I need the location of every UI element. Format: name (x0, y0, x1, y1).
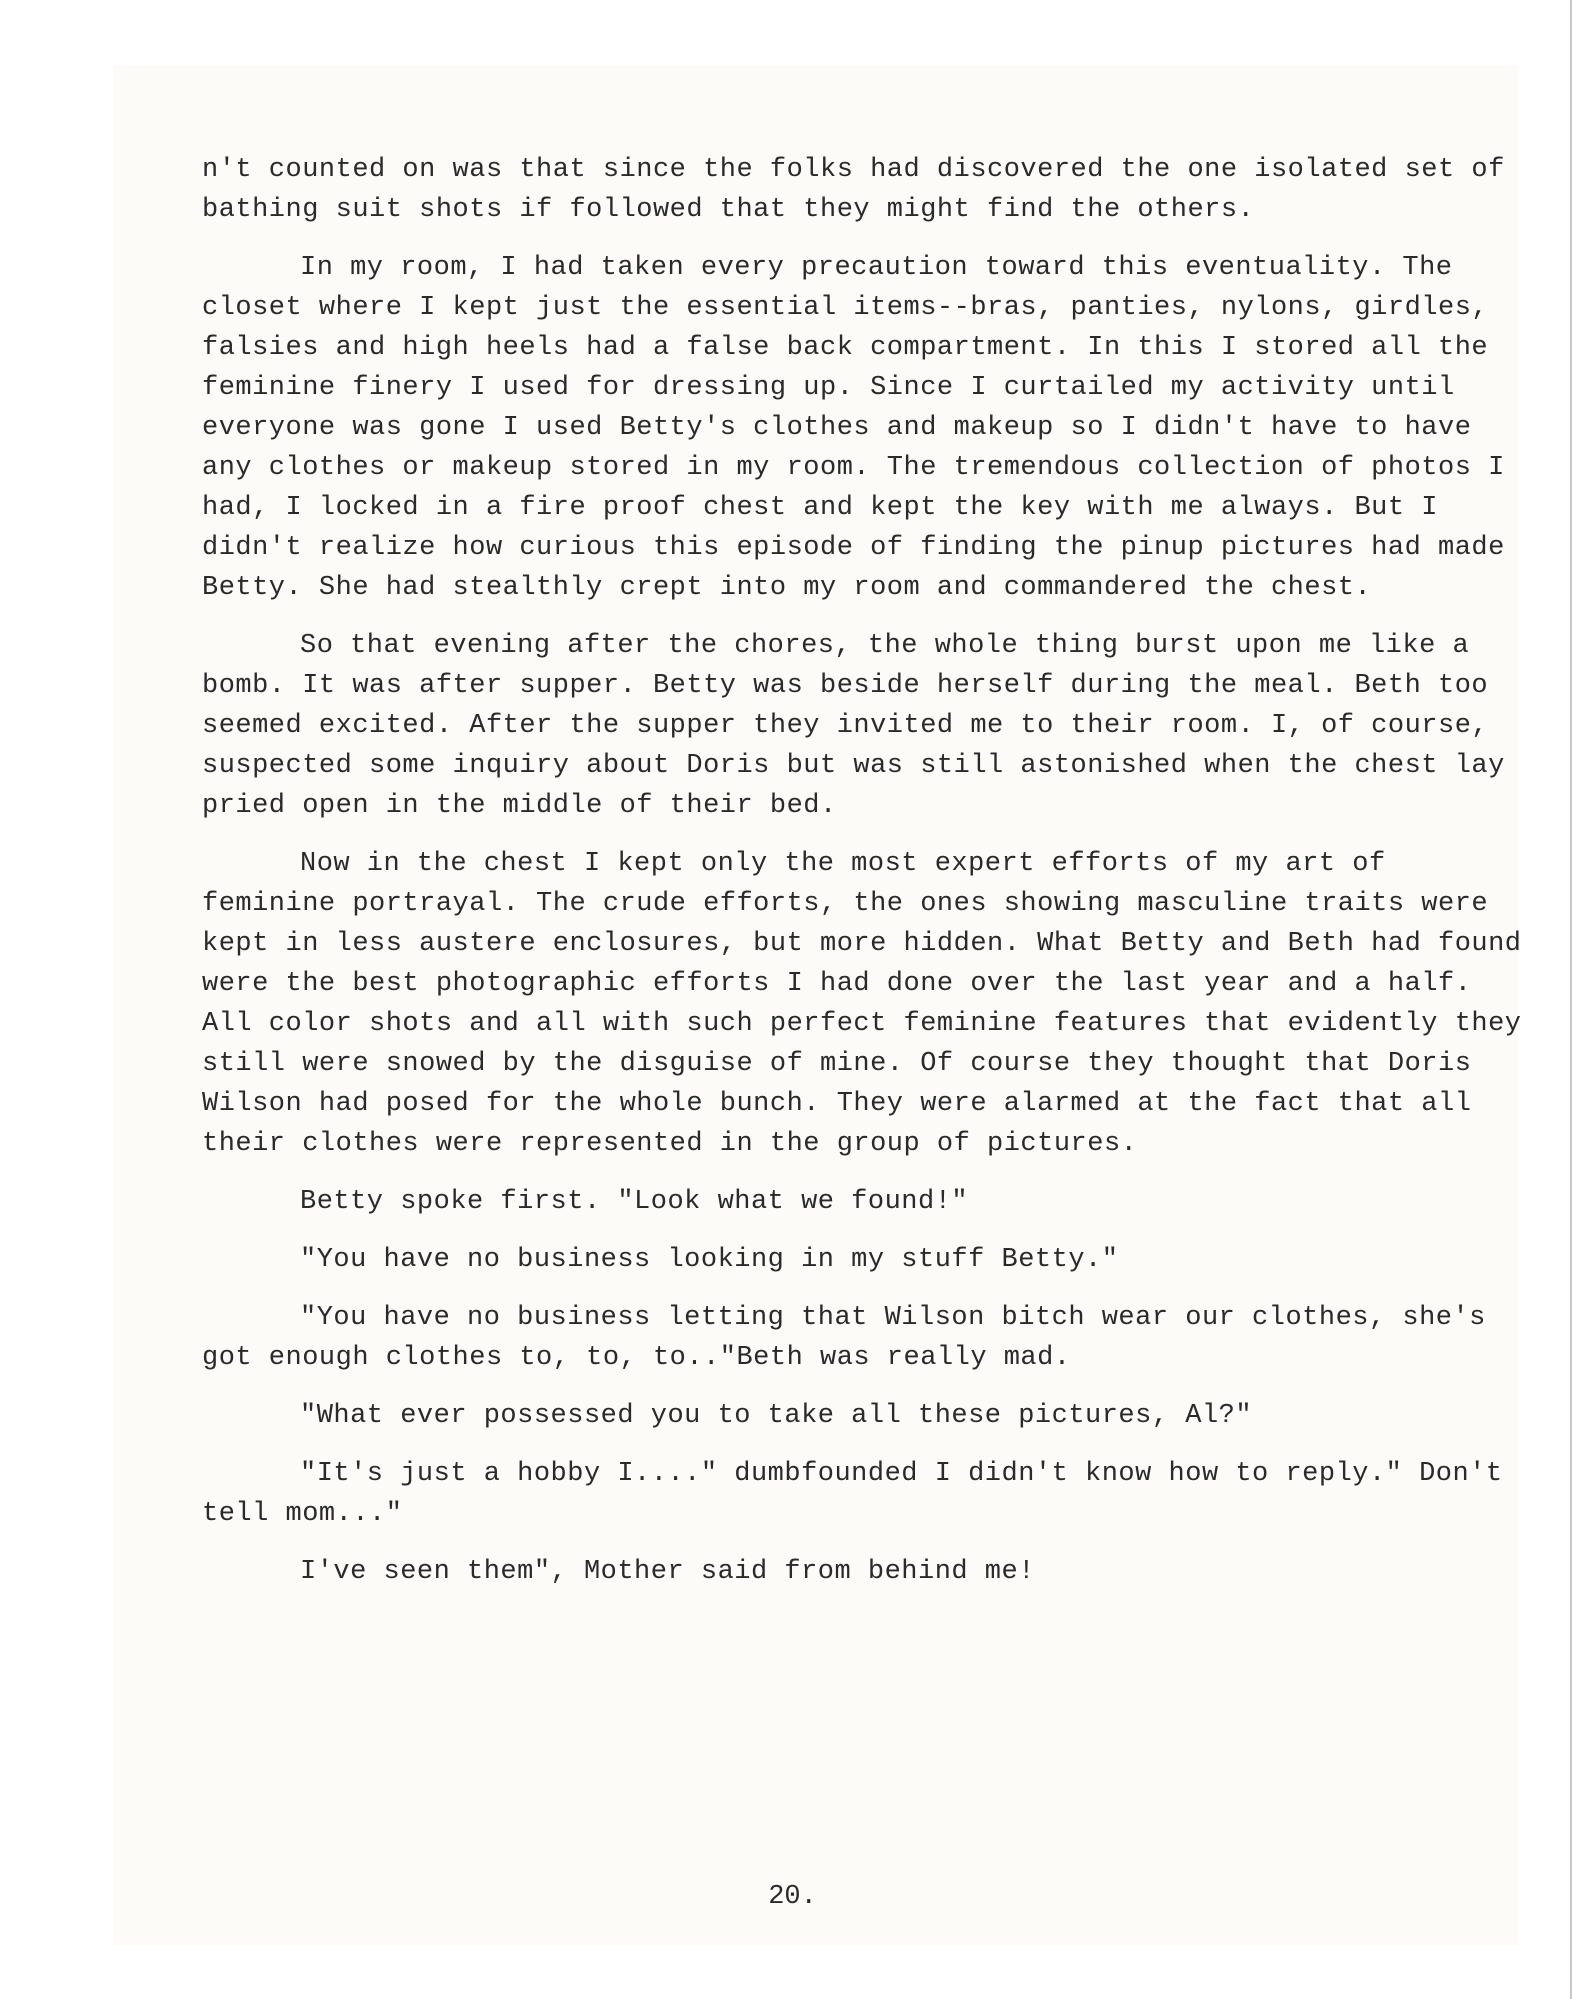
dialogue-line: Betty spoke first. "Look what we found!" (300, 1187, 969, 1217)
dialogue-line: I've seen them", Mother said from behind me! (300, 1557, 1035, 1587)
paragraph: So that evening after the chores, the whole thing burst upon me like a bomb. It was after supper. Betty was beside herself during the meal. Beth too seemed excited. After the supper they invited me to their room. I, of course, suspected some inquiry about Doris but was still astonished when the chest lay pried open in the middle of their bed. (202, 631, 1505, 821)
page-edge-line (1570, 0, 1572, 1999)
paragraph: Now in the chest I kept only the most expert efforts of my art of feminine portrayal. The crude efforts, the ones showing masculine traits were kept in less austere enclosures, but more hidden. What Betty and Beth had found were the best photographic efforts I had done over the last year and a half. All color shots and all with such perfect feminine features that evidently they still were snowed by the disguise of mine. Of course they thought that Doris Wilson had posed for the whole bunch. They were alarmed at the fact that all their clothes were represented in the group of pictures. (202, 849, 1522, 1159)
paragraph-continuation: n't counted on was that since the folks had discovered the one isolated set of bathing suit shots if followed that they might find the others. (202, 155, 1505, 225)
dialogue-line: "You have no business looking in my stuff Betty." (300, 1245, 1119, 1275)
document-body (202, 150, 1522, 1592)
page-number: 20. (768, 1882, 817, 1912)
paragraph: In my room, I had taken every precaution toward this eventuality. The closet where I kept just the essential items--bras, panties, nylons, girdles, falsies and high heels had a false back compartment. In this I stored all the feminine finery I used for dressing up. Since I curtailed my activity until everyone was gone I used Betty's clothes and makeup so I didn't have to have any clothes or makeup stored in my room. The tremendous collection of photos I had, I locked in a fire proof chest and kept the key with me always. But I didn't realize how curious this episode of finding the pinup pictures had made Betty. She had stealthly crept into my room and commandered the chest. (202, 253, 1505, 603)
dialogue-line: "What ever possessed you to take all these pictures, Al?" (300, 1401, 1253, 1431)
dialogue-line: "You have no business letting that Wilson bitch wear our clothes, she's got enough clothes to, to, to.."Beth was really mad. (202, 1303, 1486, 1373)
dialogue-line: "It's just a hobby I...." dumbfounded I didn't know how to reply." Don't tell mom..." (202, 1459, 1503, 1529)
